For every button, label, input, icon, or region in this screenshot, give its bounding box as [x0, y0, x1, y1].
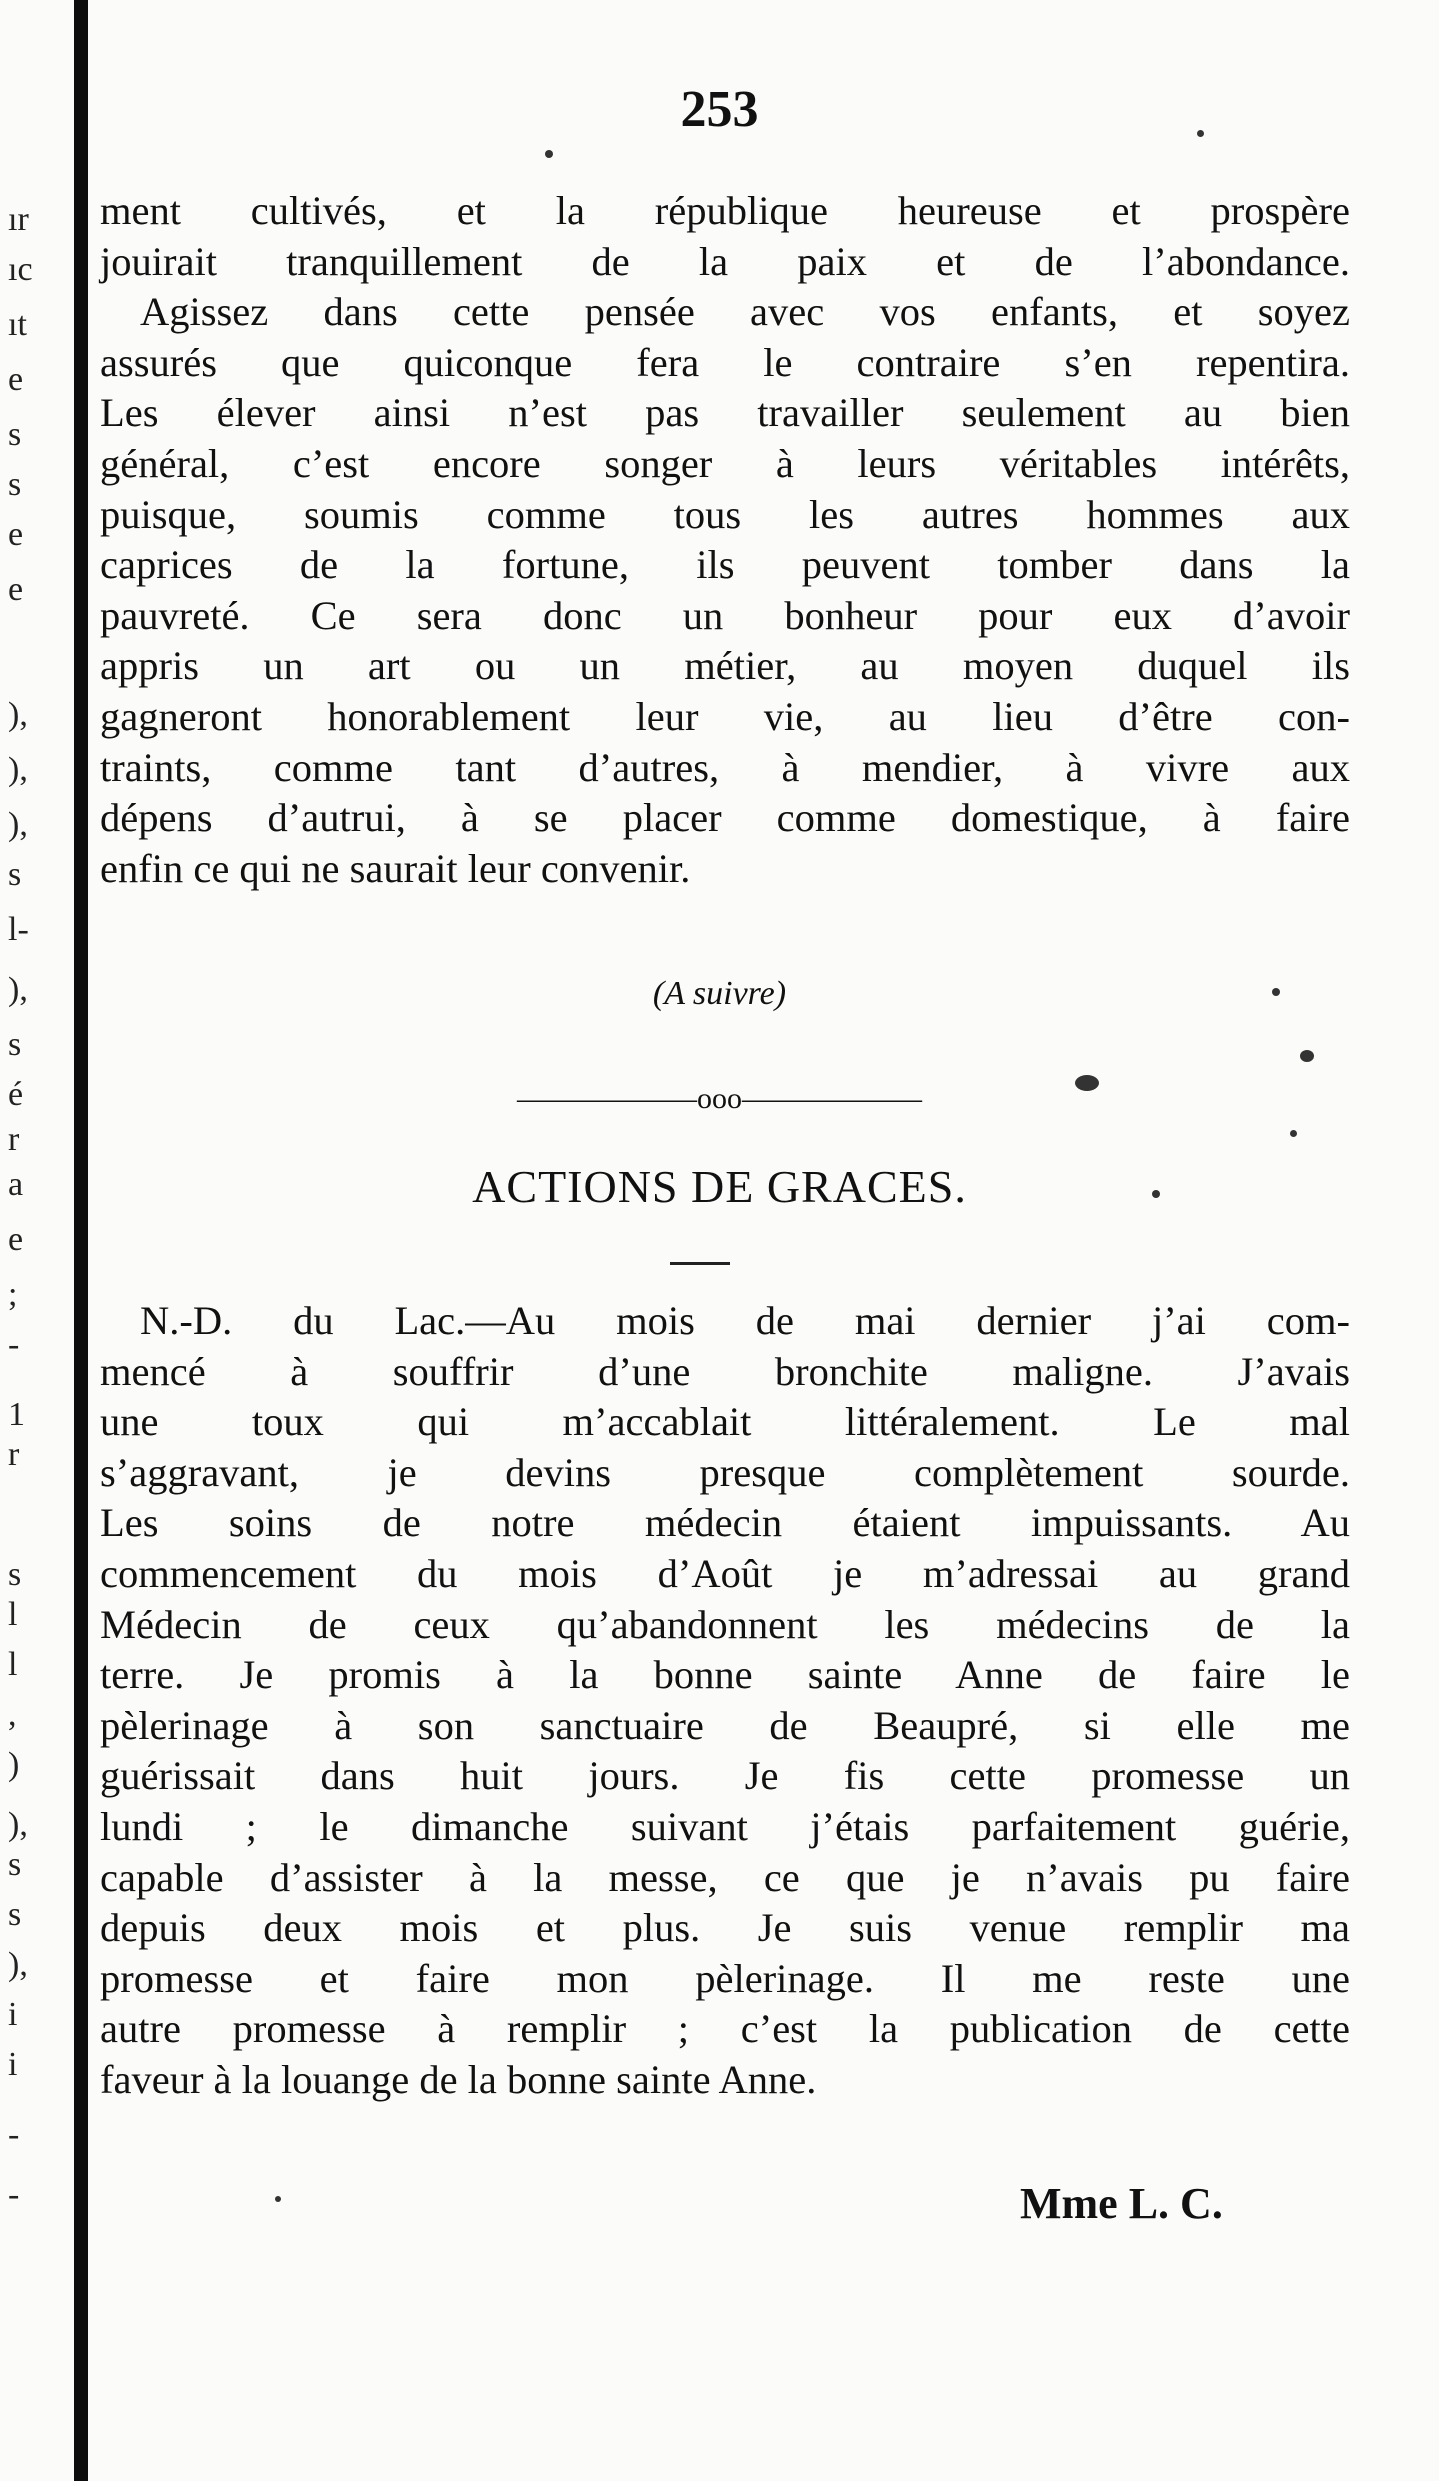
margin-fragment: - — [8, 2116, 20, 2153]
ink-speck — [1152, 1190, 1160, 1198]
text-line: pèlerinage à son sanctuaire de Beaupré, si elle me — [100, 1702, 1350, 1748]
text-line: Les soins de notre médecin étaient impuissants. Au — [100, 1500, 1350, 1546]
margin-fragment: ), — [8, 971, 28, 1008]
margin-fragment: s — [8, 1846, 22, 1883]
margin-fragment: ), — [8, 1806, 28, 1843]
ink-speck — [1290, 1130, 1297, 1137]
text-line: lundi ; le dimanche suivant j’étais parfaitement guérie, — [100, 1803, 1350, 1849]
text-line: Agissez dans cette pensée avec vos enfants, et soyez — [140, 289, 1350, 335]
section-heading: ACTIONS DE GRACES. — [472, 1161, 967, 1212]
margin-fragment: l- — [8, 911, 29, 948]
text-line: dépens d’autrui, à se placer comme domestique, à faire — [100, 795, 1350, 841]
to-be-continued-note: (A suivre) — [652, 975, 787, 1012]
margin-fragment: s — [8, 856, 22, 893]
text-line: gagneront honorablement leur vie, au lieu d’être con- — [100, 693, 1350, 739]
margin-fragment: s — [8, 1896, 22, 1933]
ink-speck — [545, 150, 553, 158]
text-line: Médecin de ceux qu’abandonnent les médecins de la — [100, 1601, 1350, 1647]
margin-fragment: ) — [8, 1746, 20, 1783]
ink-speck — [1300, 1050, 1314, 1062]
text-line: N.-D. du Lac.—Au mois de mai dernier j’ai com- — [140, 1298, 1350, 1343]
margin-fragment: é — [8, 1076, 24, 1113]
heading-rule — [670, 1262, 730, 1265]
text-line: faveur à la louange de la bonne sainte Anne. — [100, 2056, 817, 2102]
ink-speck — [1197, 130, 1204, 137]
text-line: traints, comme tant d’autres, à mendier, à vivre aux — [100, 744, 1350, 790]
text-line: une toux qui m’accablait littéralement. Le mal — [100, 1399, 1350, 1445]
margin-fragment: a — [8, 1166, 24, 1203]
text-line: commencement du mois d’Août je m’adressai au grand — [100, 1550, 1350, 1596]
article-continuation-text — [100, 186, 1350, 894]
margin-fragment: l — [8, 1646, 18, 1683]
text-line: ment cultivés, et la république heureuse et prospère — [100, 188, 1350, 233]
section-separator: ——————ooo—————— — [517, 1082, 922, 1115]
text-line: enfin ce qui ne saurait leur convenir. — [100, 845, 691, 891]
margin-fragment: l — [8, 1596, 18, 1633]
ink-speck — [1075, 1075, 1099, 1091]
margin-fragment: ; — [8, 1276, 18, 1313]
text-line: capable d’assister à la messe, ce que je n’avais pu faire — [100, 1854, 1350, 1900]
ink-speck — [1272, 988, 1280, 996]
page-binding-shadow — [74, 0, 88, 2481]
page-number: 253 — [680, 81, 759, 138]
margin-fragment: ır — [8, 201, 29, 238]
text-line: appris un art ou un métier, au moyen duquel ils — [100, 643, 1350, 689]
margin-fragment: s — [8, 416, 22, 453]
actions-de-graces-text — [100, 1296, 1350, 2106]
text-line: depuis deux mois et plus. Je suis venue remplir ma — [100, 1905, 1350, 1951]
margin-fragment: ), — [8, 806, 28, 843]
text-line: guérissait dans huit jours. Je fis cette promesse un — [100, 1753, 1350, 1799]
margin-fragment: s — [8, 466, 22, 503]
margin-fragment: e — [8, 571, 24, 608]
margin-fragment: e — [8, 1221, 24, 1258]
signature: Mme L. C. — [1020, 2179, 1223, 2228]
text-line: terre. Je promis à la bonne sainte Anne de faire le — [100, 1652, 1350, 1698]
margin-fragment: ), — [8, 696, 28, 733]
margin-fragment: ), — [8, 751, 28, 788]
margin-fragment: ), — [8, 1946, 28, 1983]
text-line: mencé à souffrir d’une bronchite maligne. J’avais — [100, 1348, 1350, 1394]
adjacent-page-margin-fragments — [0, 0, 70, 2481]
text-line: autre promesse à remplir ; c’est la publication de cette — [100, 2006, 1350, 2052]
text-line: s’aggravant, je devins presque complètement sourde. — [100, 1449, 1350, 1495]
margin-fragment: - — [8, 2176, 20, 2213]
margin-fragment: s — [8, 1026, 22, 1063]
margin-fragment: r — [8, 1436, 20, 1473]
text-line: Les élever ainsi n’est pas travailler seulement au bien — [100, 390, 1350, 436]
margin-fragment: ıc — [8, 251, 33, 288]
margin-fragment: i — [8, 2046, 18, 2083]
text-line: pauvreté. Ce sera donc un bonheur pour eux d’avoir — [100, 592, 1350, 638]
margin-fragment: 1 — [8, 1396, 25, 1433]
margin-fragment: s — [8, 1556, 22, 1593]
text-line: jouirait tranquillement de la paix et de l’abondance. — [100, 238, 1350, 284]
margin-fragment: e — [8, 516, 24, 553]
text-line: promesse et faire mon pèlerinage. Il me reste une — [100, 1955, 1350, 2001]
text-line: caprices de la fortune, ils peuvent tomber dans la — [100, 542, 1350, 588]
margin-fragment: - — [8, 1326, 20, 1363]
text-line: puisque, soumis comme tous les autres hommes aux — [100, 491, 1350, 537]
text-line: assurés que quiconque fera le contraire s’en repentira. — [100, 339, 1350, 385]
margin-fragment: i — [8, 1996, 18, 2033]
text-line: général, c’est encore songer à leurs véritables intérêts, — [100, 440, 1350, 486]
margin-fragment: e — [8, 361, 24, 398]
ink-speck — [275, 2196, 281, 2202]
margin-fragment: r — [8, 1121, 20, 1158]
margin-fragment: , — [8, 1696, 17, 1733]
margin-fragment: ıt — [8, 306, 27, 343]
